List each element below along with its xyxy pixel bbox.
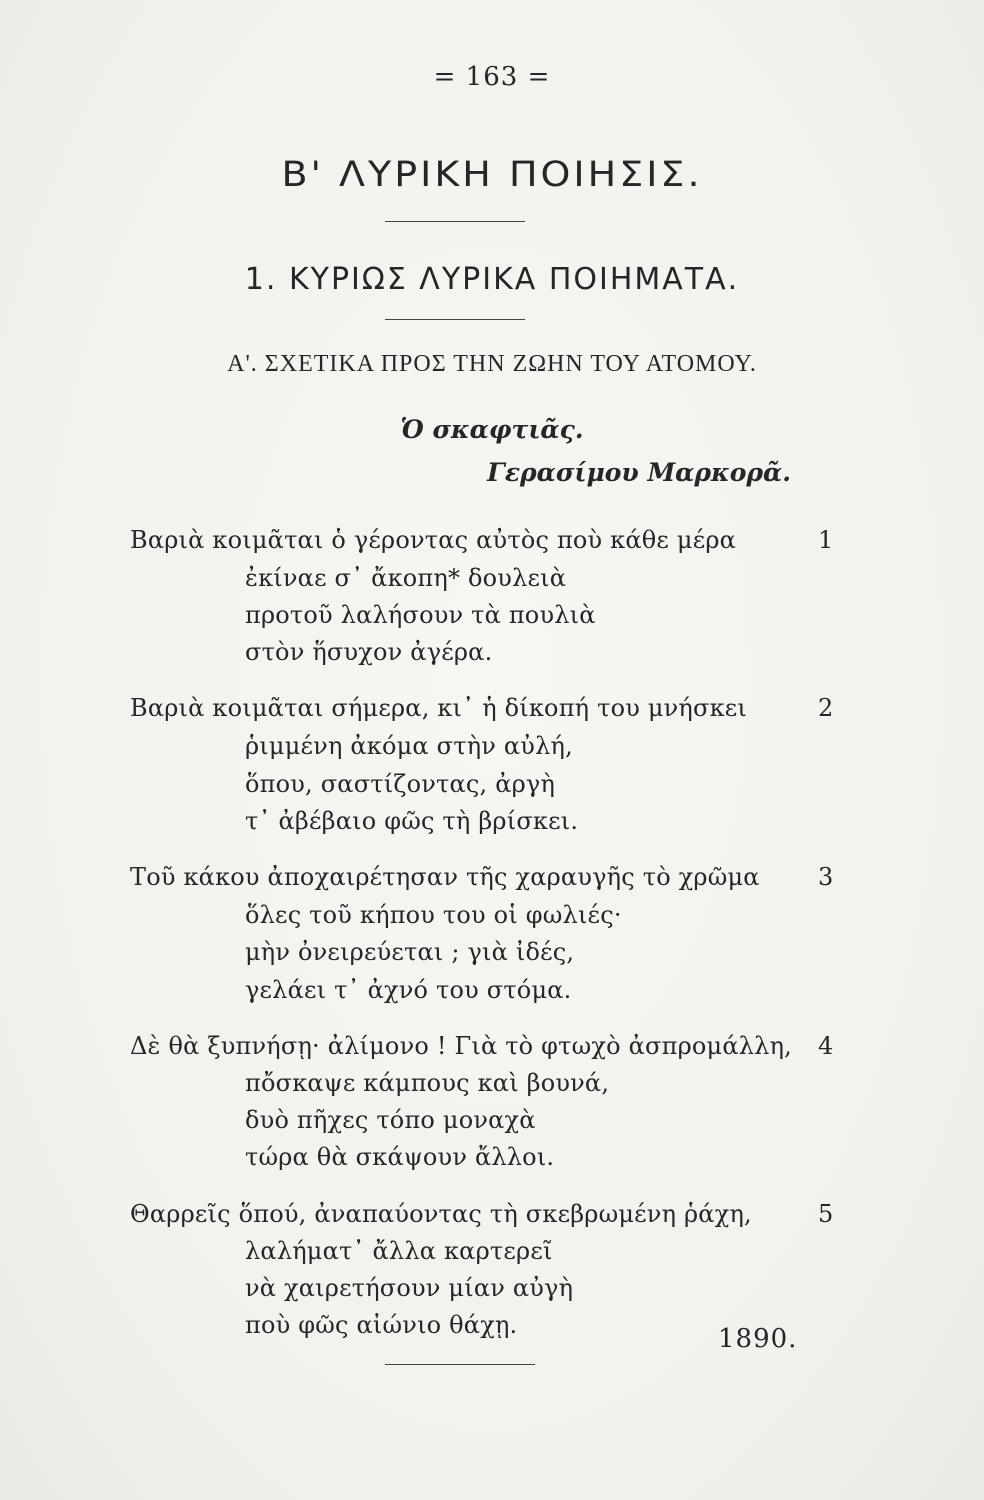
poem-line: Δὲ θὰ ξυπνήσῃ· ἀλίμονο ! Γιὰ τὸ φτωχὸ ἀσπρομάλλη, — [130, 1032, 792, 1060]
divider-rule — [385, 221, 525, 222]
poem-line: πὄσκαψε κάμπους καὶ βουνά, — [245, 1069, 610, 1097]
poem-line: ποὺ φῶς αἰώνιο θάχῃ. — [245, 1311, 518, 1339]
poem-line: τώρα θὰ σκάψουν ἄλλοι. — [245, 1143, 555, 1171]
stanza-number: 4 — [818, 1032, 834, 1060]
poem-line: προτοῦ λαλήσουν τὰ πουλιὰ — [245, 601, 596, 629]
part-title: Β' ΛΥΡΙΚΗ ΠΟΙΗΣΙΣ. — [281, 153, 703, 195]
poem-line: Βαριὰ κοιμᾶται ὁ γέροντας αὐτὸς ποὺ κάθε μέρα — [130, 526, 737, 554]
poem-line: στὸν ἥσυχον ἀγέρα. — [245, 638, 493, 666]
poem-line: ὅπου, σαστίζοντας, ἀργὴ — [245, 770, 556, 798]
divider-rule — [385, 319, 525, 320]
stanza-number: 3 — [818, 863, 834, 891]
poem-line: νὰ χαιρετήσουν μίαν αὐγὴ — [245, 1274, 574, 1302]
poem-line: λαλήματ᾿ ἄλλα καρτερεῖ — [245, 1237, 553, 1265]
poem-line: ἐκίναε σ᾿ ἄκοπη* δουλειὰ — [245, 564, 567, 592]
poem-line: Θαρρεῖς ὅπού, ἀναπαύοντας τὴ σκεβρωμένη ῥάχη, — [130, 1200, 752, 1228]
page-number: = 163 = — [433, 62, 551, 92]
poem-line: ὅλες τοῦ κήπου του οἱ φωλιές· — [245, 901, 622, 929]
stanza-number: 1 — [818, 526, 834, 554]
poem-line: μὴν ὀνειρεύεται ; γιὰ ἰδές, — [245, 938, 575, 966]
section-title: 1. ΚΥΡΙΩΣ ΛΥΡΙΚΑ ΠΟΙΗΜΑΤΑ. — [244, 262, 740, 297]
poem-line: τ᾿ ἀβέβαιο φῶς τὴ βρίσκει. — [245, 807, 579, 835]
poem-line: Βαριὰ κοιμᾶται σήμερα, κι᾿ ἡ δίκοπή του μνήσκει — [130, 694, 748, 722]
poem-year: 1890. — [718, 1324, 798, 1354]
poem-author: Γερασίμου Μαρκορᾶ. — [487, 458, 791, 487]
stanza-number: 5 — [818, 1200, 834, 1228]
divider-rule — [385, 1364, 535, 1365]
poem-line: γελάει τ᾿ ἀχνό του στόμα. — [245, 976, 572, 1004]
poem-line: δυὸ πῆχες τόπο μοναχὰ — [245, 1106, 536, 1134]
stanza-number: 2 — [818, 694, 834, 722]
poem-line: ῥιμμένη ἀκόμα στὴν αὐλή, — [245, 732, 573, 760]
poem-title: Ὁ σκαφτιᾶς. — [400, 415, 584, 444]
subsection-title: Α'. ΣΧΕΤΙΚΑ ΠΡΟΣ ΤΗΝ ΖΩΗΝ ΤΟΥ ΑΤΟΜΟΥ. — [227, 351, 757, 377]
poem-line: Τοῦ κάκου ἀποχαιρέτησαν τῆς χαραυγῆς τὸ χρῶμα — [130, 863, 760, 891]
